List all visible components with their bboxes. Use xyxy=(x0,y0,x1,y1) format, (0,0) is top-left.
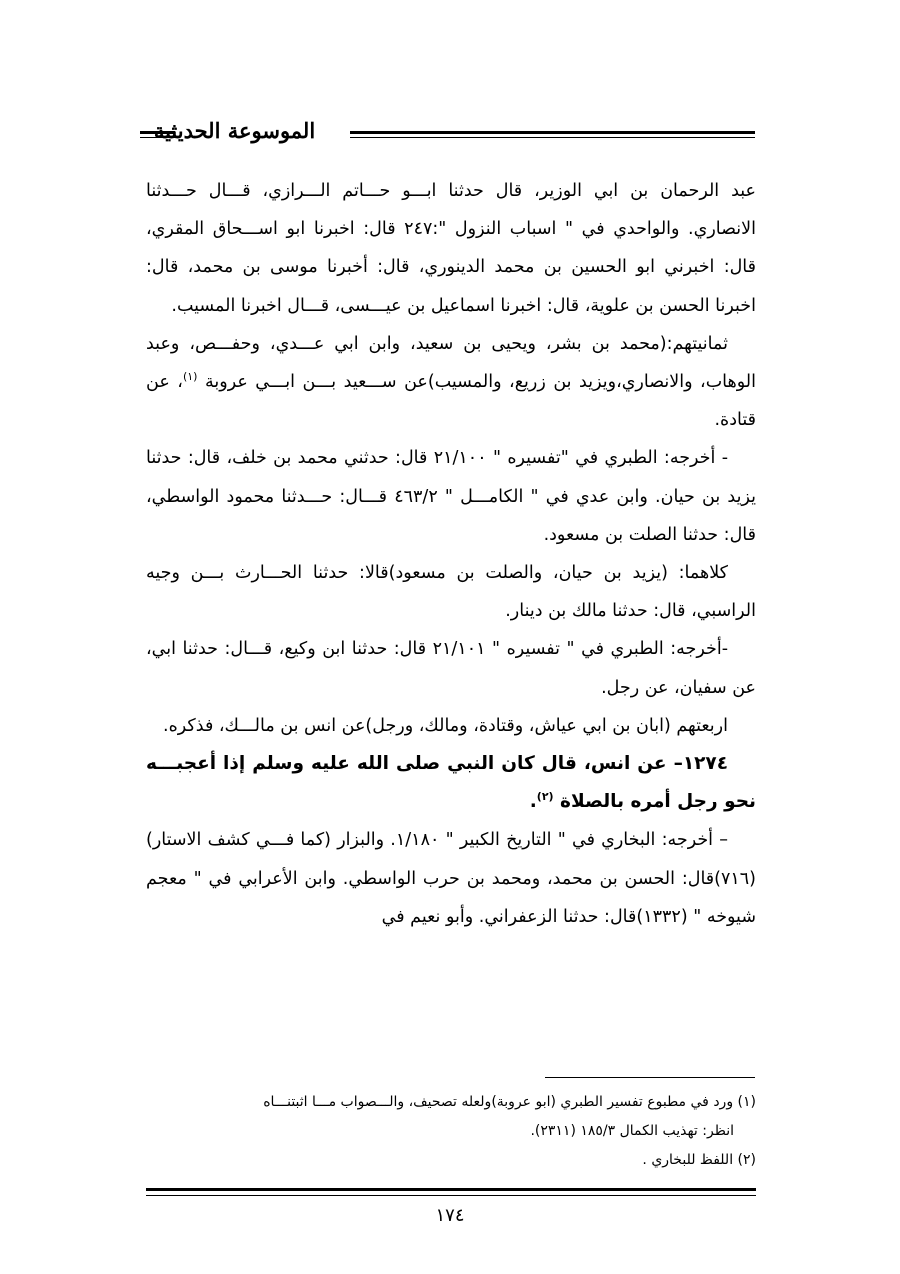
footer-rule-bottom xyxy=(146,1195,756,1196)
footnote-ref-1: (١) xyxy=(182,370,198,384)
page-number: ١٧٤ xyxy=(435,1205,465,1226)
footnote-ref-2: (٢) xyxy=(536,790,554,804)
paragraph-5: -أخرجه: الطبري في " تفسيره " ٢١/١٠١ قال: حدثنا ابن وكيع، قـــال: حدثنا ابي، عن سفيان، عن رجل. xyxy=(146,639,756,698)
footnote-1-continuation: انظر: تهذيب الكمال ١٨٥/٣ (٢٣١١). xyxy=(530,1123,734,1139)
hadith-1274-text: ١٢٧٤– عن انس، قال كان النبي صلى الله عليه وسلم إذا أعجبـــه نحو رجل أمره بالصلاة xyxy=(146,753,756,813)
header-rule-right-bottom xyxy=(350,137,755,138)
paragraph-6: اربعتهم (ابان بن ابي عياش، وقتادة، ومالك، ورجل)عن انس بن مالـــك، فذكره. xyxy=(163,715,728,736)
paragraph-2-text: ثمانيتهم:(محمد بن بشر، ويحيى بن سعيد، وابن ابي عـــدي، وحفـــص، وعبد الوهاب، والانصاري،ويزيد بن زريع، والمسيب)عن ســـعيد بـــن ابـــي عروبة xyxy=(146,333,756,393)
header-title: الموسوعة الحديثية xyxy=(153,118,316,143)
footnote-1: (١) ورد في مطبوع تفسير الطبري (ابو عروبة)ولعله تصحيف، والـــصواب مـــا اثبتنـــاه xyxy=(263,1094,756,1110)
paragraph-1: عبد الرحمان بن ابي الوزير، قال حدثنا ابـــو حـــاتم الـــرازي، قـــال حـــدثنا الانصاري. والواحدي في " اسباب النزول ":٢٤٧ قال: اخبرنا ابو اســـحاق المقري، قال: اخبرني ابو الحسين بن محمد الدينوري، قال: أخبرنا موسى بن محمد، قال: اخبرنا الحسن بن علوية، قال: اخبرنا اسماعيل بن عيـــسى، قـــال اخبرنا المسيب. xyxy=(146,181,756,316)
paragraph-3: - أخرجه: الطبري في "تفسيره " ٢١/١٠٠ قال: حدثني محمد بن خلف، قال: حدثنا يزيد بن حيان. وابن عدي في " الكامـــل " ٤٦٣/٢ قـــال: حـــدثنا محمود الواسطي، قال: حدثنا الصلت بن مسعود. xyxy=(146,448,757,545)
paragraph-4: كلاهما: (يزيد بن حيان، والصلت بن مسعود)قالا: حدثنا الحـــارث بـــن وجيه الراسبي، قال: حدثنا مالك بن دينار. xyxy=(146,563,756,622)
header-rule-right-top xyxy=(350,131,755,134)
running-header xyxy=(140,118,755,158)
paragraph-2-tail: ، عن قتادة. xyxy=(146,372,756,431)
footnote-separator xyxy=(545,1077,755,1078)
hadith-1274-tail: . xyxy=(529,791,537,813)
main-text xyxy=(146,172,756,936)
footnotes xyxy=(146,1088,756,1175)
paragraph-8: – أخرجه: البخاري في " التاريخ الكبير " ١/١٨٠. والبزار (كما فـــي كشف الاستار)(٧١٦)قال: الحسن بن محمد، ومحمد بن حرب الواسطي. وابن الأعرابي في " معجم شيوخه " (١٣٣٢)قال: حدثنا الزعفراني. وأبو نعيم في xyxy=(146,830,756,927)
paragraph-2 xyxy=(146,325,756,440)
hadith-1274 xyxy=(146,745,756,821)
footnote-2: (٢) اللفظ للبخاري . xyxy=(642,1152,756,1168)
footer-rule-top xyxy=(146,1188,756,1191)
